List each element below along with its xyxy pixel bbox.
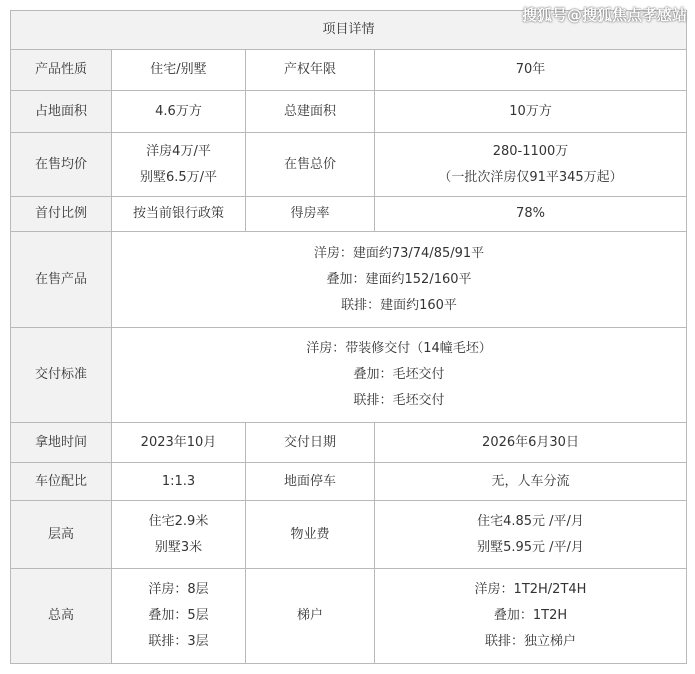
elevator-ratio-line: 联排：独立梯户: [485, 634, 577, 649]
table-row: [11, 133, 687, 197]
table-row: [11, 501, 687, 569]
table-row: [11, 50, 687, 91]
cell-delivery-standard: [112, 328, 687, 423]
watermark: 搜狐号@搜狐焦点孝感站: [521, 6, 687, 24]
floor-height-line: 别墅3米: [154, 539, 203, 555]
total-floors-line: 叠加：5层: [148, 608, 209, 623]
row-label-elevator-ratio: 梯户: [246, 569, 375, 664]
cell-property-type: 住宅/别墅: [112, 50, 246, 91]
cell-avg-price: [112, 133, 246, 197]
table-row: [11, 463, 687, 501]
cell-parking-ratio: 1:1.3: [112, 463, 246, 501]
product-line: 洋房：建面约73/74/85/91平: [313, 245, 485, 261]
floor-height-line: 住宅2.9米: [148, 513, 209, 529]
row-label-products: 在售产品: [11, 232, 112, 328]
project-details-table: [10, 10, 687, 664]
delivery-standard-line: 叠加：毛坯交付: [353, 367, 445, 382]
property-fee-line: 住宅4.85元 /平/月: [477, 513, 584, 529]
cell-down-payment: 按当前银行政策: [112, 197, 246, 232]
total-price-line: 280-1100万: [492, 143, 569, 159]
delivery-standard-line: 洋房：带装修交付（14幢毛坯）: [306, 341, 492, 356]
total-price-line: （一批次洋房仅91平345万起）: [438, 169, 623, 185]
table-row: [11, 569, 687, 664]
cell-land-area: 4.6万方: [112, 91, 246, 133]
row-label-land-acquisition: 拿地时间: [11, 423, 112, 463]
cell-delivery-date: 2026年6月30日: [375, 423, 687, 463]
product-line: 叠加：建面约152/160平: [326, 271, 472, 287]
row-label-floor-height: 层高: [11, 501, 112, 569]
cell-elevator-ratio: [375, 569, 687, 664]
row-label-efficiency-ratio: 得房率: [246, 197, 375, 232]
row-label-property-fee: 物业费: [246, 501, 375, 569]
avg-price-line: 洋房4万/平: [146, 143, 211, 159]
property-fee-line: 别墅5.95元 /平/月: [477, 539, 584, 555]
cell-floor-height: [112, 501, 246, 569]
row-label-down-payment: 首付比例: [11, 197, 112, 232]
table-row: [11, 423, 687, 463]
table-row: [11, 328, 687, 423]
row-label-total-floors: 总高: [11, 569, 112, 664]
product-line: 联排：建面约160平: [341, 297, 457, 313]
cell-property-fee: [375, 501, 687, 569]
table-title: 项目详情: [11, 11, 687, 50]
cell-gross-floor-area: 10万方: [375, 91, 687, 133]
elevator-ratio-line: 叠加：1T2H: [493, 608, 568, 623]
cell-tenure: 70年: [375, 50, 687, 91]
cell-total-price: [375, 133, 687, 197]
total-floors-line: 联排：3层: [148, 634, 209, 649]
cell-total-floors: [112, 569, 246, 664]
row-label-tenure: 产权年限: [246, 50, 375, 91]
elevator-ratio-line: 洋房：1T2H/2T4H: [474, 582, 587, 597]
cell-land-acquisition: 2023年10月: [112, 423, 246, 463]
row-label-total-price: 在售总价: [246, 133, 375, 197]
row-label-ground-parking: 地面停车: [246, 463, 375, 501]
table-row: [11, 91, 687, 133]
row-label-delivery-standard: 交付标准: [11, 328, 112, 423]
table-row: [11, 197, 687, 232]
row-label-delivery-date: 交付日期: [246, 423, 375, 463]
cell-efficiency-ratio: 78%: [375, 197, 687, 232]
row-label-property-type: 产品性质: [11, 50, 112, 91]
row-label-avg-price: 在售均价: [11, 133, 112, 197]
total-floors-line: 洋房：8层: [148, 582, 209, 597]
delivery-standard-line: 联排：毛坯交付: [353, 393, 445, 408]
row-label-land-area: 占地面积: [11, 91, 112, 133]
cell-ground-parking: 无，人车分流: [375, 463, 687, 501]
avg-price-line: 别墅6.5万/平: [139, 169, 218, 185]
table-row: [11, 232, 687, 328]
row-label-parking-ratio: 车位配比: [11, 463, 112, 501]
cell-products: [112, 232, 687, 328]
row-label-gross-floor-area: 总建面积: [246, 91, 375, 133]
